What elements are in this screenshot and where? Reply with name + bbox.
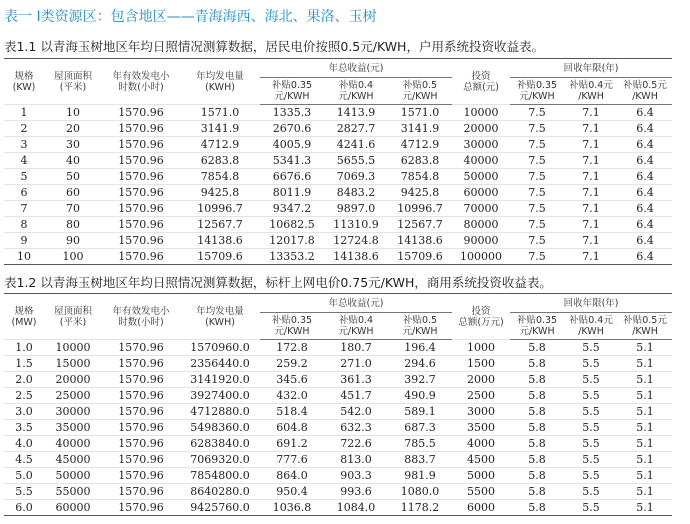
header-scale: 规格 (KW) <box>4 59 44 105</box>
table-cell: 9425.8 <box>180 185 260 201</box>
table-cell: 12724.8 <box>324 233 388 249</box>
table-cell: 15709.6 <box>180 249 260 265</box>
table-row <box>4 137 672 153</box>
table-cell: 5.0 <box>4 468 44 484</box>
table-cell: 90000 <box>452 233 510 249</box>
table-cell: 4005.9 <box>260 137 324 153</box>
table-cell: 60 <box>44 185 102 201</box>
table-cell: 5655.5 <box>324 153 388 169</box>
table-row <box>4 372 672 388</box>
header-payback-sub: 补贴0.5元 /KWH <box>618 313 672 340</box>
table-cell: 7.5 <box>510 217 564 233</box>
table-cell: 5.5 <box>564 356 618 372</box>
table1 <box>4 58 672 265</box>
table-cell: 6000 <box>452 500 510 516</box>
table-cell: 1570.96 <box>102 105 180 121</box>
table-cell: 691.2 <box>260 436 324 452</box>
table-cell: 6.4 <box>618 185 672 201</box>
table-cell: 777.6 <box>260 452 324 468</box>
table-cell: 50 <box>44 169 102 185</box>
table-cell: 589.1 <box>388 404 452 420</box>
table-cell: 10996.7 <box>388 201 452 217</box>
table-cell: 8483.2 <box>324 185 388 201</box>
table-cell: 361.3 <box>324 372 388 388</box>
table-cell: 30000 <box>452 137 510 153</box>
table-cell: 7854.8 <box>180 169 260 185</box>
table-cell: 5.5 <box>564 404 618 420</box>
table-cell: 15709.6 <box>388 249 452 265</box>
table-cell: 722.6 <box>324 436 388 452</box>
table-cell: 3141.9 <box>388 121 452 137</box>
table-cell: 4712.9 <box>180 137 260 153</box>
table-cell: 4500 <box>452 452 510 468</box>
table-cell: 7.5 <box>510 233 564 249</box>
table-cell: 3141.9 <box>180 121 260 137</box>
table-cell: 2500 <box>452 388 510 404</box>
table-cell: 20000 <box>44 372 102 388</box>
table-cell: 7.5 <box>510 153 564 169</box>
table-cell: 196.4 <box>388 340 452 356</box>
table-cell: 6.0 <box>4 500 44 516</box>
table-cell: 1 <box>4 105 44 121</box>
table-cell: 993.6 <box>324 484 388 500</box>
table-row <box>4 201 672 217</box>
table-cell: 3927400.0 <box>180 388 260 404</box>
table-cell: 10000 <box>44 340 102 356</box>
table-cell: 7.5 <box>510 249 564 265</box>
header-generation: 年均发电量 (KWH) <box>180 294 260 340</box>
table-cell: 6.4 <box>618 249 672 265</box>
table-cell: 1570.96 <box>102 404 180 420</box>
table-cell: 5341.3 <box>260 153 324 169</box>
table-cell: 10682.5 <box>260 217 324 233</box>
table-row <box>4 185 672 201</box>
table-cell: 4 <box>4 153 44 169</box>
header-payback-sub: 补贴0.5元 /KWH <box>618 78 672 105</box>
table-cell: 7069.3 <box>324 169 388 185</box>
table-cell: 950.4 <box>260 484 324 500</box>
table-cell: 35000 <box>44 420 102 436</box>
table-cell: 5.8 <box>510 452 564 468</box>
table-cell: 451.7 <box>324 388 388 404</box>
header-revenue-sub: 补贴0.35 元/KWH <box>260 313 324 340</box>
table-cell: 7.5 <box>510 185 564 201</box>
table-cell: 903.3 <box>324 468 388 484</box>
table-cell: 5.8 <box>510 484 564 500</box>
section-heading: 表一 Ⅰ类资源区：包含地区——青海海西、海北、果洛、玉树 <box>4 9 377 25</box>
table-cell: 5498360.0 <box>180 420 260 436</box>
table-cell: 5.5 <box>564 372 618 388</box>
table-cell: 7.5 <box>510 201 564 217</box>
table-cell: 7.1 <box>564 169 618 185</box>
table-row <box>4 436 672 452</box>
table-cell: 55000 <box>44 484 102 500</box>
table-cell: 25000 <box>44 388 102 404</box>
table-cell: 7.5 <box>510 121 564 137</box>
table-cell: 15000 <box>44 356 102 372</box>
table-cell: 294.6 <box>388 356 452 372</box>
table-cell: 1570.96 <box>102 153 180 169</box>
table-cell: 2670.6 <box>260 121 324 137</box>
table-cell: 5.8 <box>510 436 564 452</box>
table-cell: 687.3 <box>388 420 452 436</box>
table-cell: 45000 <box>44 452 102 468</box>
table-cell: 6.4 <box>618 137 672 153</box>
table-cell: 3.0 <box>4 404 44 420</box>
table-cell: 1570.96 <box>102 388 180 404</box>
table-cell: 5.5 <box>564 452 618 468</box>
table1-body <box>4 105 672 265</box>
table-row <box>4 404 672 420</box>
table-cell: 5.1 <box>618 388 672 404</box>
table-cell: 5.1 <box>618 484 672 500</box>
header-revenue-sub: 补贴0.4 元/KWH <box>324 78 388 105</box>
table-cell: 13353.2 <box>260 249 324 265</box>
table-cell: 5.8 <box>510 372 564 388</box>
header-revenue-group: 年总收益(元) <box>260 59 452 78</box>
table-cell: 490.9 <box>388 388 452 404</box>
table-cell: 883.7 <box>388 452 452 468</box>
table-cell: 1570.96 <box>102 233 180 249</box>
table-cell: 4.5 <box>4 452 44 468</box>
table-cell: 392.7 <box>388 372 452 388</box>
table-row <box>4 340 672 356</box>
table-cell: 7.1 <box>564 185 618 201</box>
header-revenue-sub: 补贴0.5 元/KWH <box>388 78 452 105</box>
table-cell: 12567.7 <box>180 217 260 233</box>
table-cell: 14138.6 <box>180 233 260 249</box>
table-cell: 100 <box>44 249 102 265</box>
table-cell: 8640280.0 <box>180 484 260 500</box>
table-cell: 60000 <box>452 185 510 201</box>
table-row <box>4 484 672 500</box>
table2 <box>4 293 672 516</box>
table-cell: 6.4 <box>618 217 672 233</box>
table-cell: 1570.96 <box>102 372 180 388</box>
table-cell: 259.2 <box>260 356 324 372</box>
table-cell: 5.8 <box>510 468 564 484</box>
table-row <box>4 420 672 436</box>
table-cell: 50000 <box>452 169 510 185</box>
header-roof-area: 屋顶面积 (平米) <box>44 294 102 340</box>
table-cell: 4712.9 <box>388 137 452 153</box>
table-cell: 4712880.0 <box>180 404 260 420</box>
table-cell: 432.0 <box>260 388 324 404</box>
table-cell: 1.5 <box>4 356 44 372</box>
table-row <box>4 452 672 468</box>
table-cell: 4241.6 <box>324 137 388 153</box>
table-cell: 6.4 <box>618 169 672 185</box>
table-cell: 345.6 <box>260 372 324 388</box>
table-cell: 1570.96 <box>102 121 180 137</box>
table-cell: 40 <box>44 153 102 169</box>
header-hours: 年有效发电小 时数(小时) <box>102 59 180 105</box>
header-payback-group: 回收年限(年) <box>510 294 672 313</box>
header-roof-area: 屋顶面积 (平米) <box>44 59 102 105</box>
table-row <box>4 217 672 233</box>
table-cell: 3500 <box>452 420 510 436</box>
table-cell: 1570.96 <box>102 340 180 356</box>
table-cell: 1571.0 <box>388 105 452 121</box>
header-payback-sub: 补贴0.4元 /KWH <box>564 313 618 340</box>
table-cell: 7854800.0 <box>180 468 260 484</box>
table-cell: 5.5 <box>564 388 618 404</box>
table-cell: 1570960.0 <box>180 340 260 356</box>
table-cell: 813.0 <box>324 452 388 468</box>
header-scale: 规格 (MW) <box>4 294 44 340</box>
table-cell: 1570.96 <box>102 169 180 185</box>
table-cell: 2 <box>4 121 44 137</box>
table-cell: 632.3 <box>324 420 388 436</box>
table-cell: 5 <box>4 169 44 185</box>
table-cell: 8 <box>4 217 44 233</box>
table-cell: 5.8 <box>510 420 564 436</box>
table-cell: 7854.8 <box>388 169 452 185</box>
table-cell: 1.0 <box>4 340 44 356</box>
table-cell: 604.8 <box>260 420 324 436</box>
table-row <box>4 105 672 121</box>
table-cell: 70000 <box>452 201 510 217</box>
table-cell: 6.4 <box>618 153 672 169</box>
table-cell: 6283.8 <box>388 153 452 169</box>
table-cell: 50000 <box>44 468 102 484</box>
table-cell: 864.0 <box>260 468 324 484</box>
table-cell: 2.5 <box>4 388 44 404</box>
table-cell: 7.1 <box>564 233 618 249</box>
table-cell: 1570.96 <box>102 436 180 452</box>
header-payback-sub: 补贴0.35 元/KWH <box>510 313 564 340</box>
table-cell: 3141920.0 <box>180 372 260 388</box>
table-cell: 70 <box>44 201 102 217</box>
table-cell: 7.1 <box>564 137 618 153</box>
table-cell: 7.1 <box>564 121 618 137</box>
table-cell: 6.4 <box>618 201 672 217</box>
table-cell: 6.4 <box>618 233 672 249</box>
table-cell: 80000 <box>452 217 510 233</box>
table-row <box>4 500 672 516</box>
table-cell: 5.8 <box>510 340 564 356</box>
header-revenue-group: 年总收益(元) <box>260 294 452 313</box>
table-cell: 12017.8 <box>260 233 324 249</box>
table-cell: 5.1 <box>618 452 672 468</box>
header-payback-sub: 补贴0.35 元/KWH <box>510 78 564 105</box>
table-cell: 14138.6 <box>324 249 388 265</box>
table-cell: 2000 <box>452 372 510 388</box>
table-cell: 40000 <box>452 153 510 169</box>
table-cell: 6283840.0 <box>180 436 260 452</box>
table-cell: 1080.0 <box>388 484 452 500</box>
table-cell: 14138.6 <box>388 233 452 249</box>
table-cell: 9425.8 <box>388 185 452 201</box>
table-cell: 2.0 <box>4 372 44 388</box>
table-cell: 1500 <box>452 356 510 372</box>
table-row <box>4 388 672 404</box>
table-cell: 6.4 <box>618 121 672 137</box>
table2-caption: 表1.2 以青海玉树地区年均日照情况测算数据，标杆上网电价0.75元/KWH，商用系统投资收益表。 <box>4 275 552 290</box>
table-cell: 271.0 <box>324 356 388 372</box>
table-cell: 1570.96 <box>102 484 180 500</box>
table-cell: 542.0 <box>324 404 388 420</box>
table-cell: 7.5 <box>510 169 564 185</box>
table-cell: 3000 <box>452 404 510 420</box>
table-cell: 9425760.0 <box>180 500 260 516</box>
table-cell: 100000 <box>452 249 510 265</box>
table-cell: 1178.2 <box>388 500 452 516</box>
table-cell: 5500 <box>452 484 510 500</box>
table-cell: 1571.0 <box>180 105 260 121</box>
table-row <box>4 233 672 249</box>
table-cell: 5.5 <box>564 340 618 356</box>
table-cell: 180.7 <box>324 340 388 356</box>
table-row <box>4 356 672 372</box>
table-cell: 10 <box>4 249 44 265</box>
table-cell: 10996.7 <box>180 201 260 217</box>
table-cell: 6283.8 <box>180 153 260 169</box>
table-cell: 1000 <box>452 340 510 356</box>
table-cell: 5.5 <box>564 420 618 436</box>
table-row <box>4 121 672 137</box>
table-cell: 1335.3 <box>260 105 324 121</box>
table-row <box>4 249 672 265</box>
table-cell: 6676.6 <box>260 169 324 185</box>
table-cell: 60000 <box>44 500 102 516</box>
table-cell: 7.5 <box>510 137 564 153</box>
table-cell: 1570.96 <box>102 468 180 484</box>
table-cell: 30000 <box>44 404 102 420</box>
table-cell: 7.5 <box>510 105 564 121</box>
header-generation: 年均发电量 (KWH) <box>180 59 260 105</box>
table-cell: 1570.96 <box>102 185 180 201</box>
table-cell: 4.0 <box>4 436 44 452</box>
table-cell: 5.8 <box>510 356 564 372</box>
table-cell: 981.9 <box>388 468 452 484</box>
table-cell: 5.1 <box>618 404 672 420</box>
table-row <box>4 468 672 484</box>
table-cell: 7.1 <box>564 249 618 265</box>
table-cell: 4000 <box>452 436 510 452</box>
table2-body <box>4 340 672 516</box>
table1-caption: 表1.1 以青海玉树地区年均日照情况测算数据，居民电价按照0.5元/KWH，户用系统投资收益表。 <box>4 39 544 54</box>
table-cell: 3.5 <box>4 420 44 436</box>
table-cell: 7.1 <box>564 153 618 169</box>
table-row <box>4 169 672 185</box>
table-cell: 7.1 <box>564 105 618 121</box>
table-cell: 10000 <box>452 105 510 121</box>
table-cell: 90 <box>44 233 102 249</box>
table-cell: 5.1 <box>618 420 672 436</box>
table-cell: 5.5 <box>4 484 44 500</box>
header-revenue-sub: 补贴0.35 元/KWH <box>260 78 324 105</box>
table-cell: 1570.96 <box>102 500 180 516</box>
table-cell: 1570.96 <box>102 452 180 468</box>
header-investment: 投资 总额(元) <box>452 59 510 105</box>
table-cell: 1570.96 <box>102 356 180 372</box>
table-cell: 1570.96 <box>102 137 180 153</box>
table-cell: 5.8 <box>510 404 564 420</box>
table-cell: 5.1 <box>618 500 672 516</box>
table-cell: 30 <box>44 137 102 153</box>
table-cell: 5000 <box>452 468 510 484</box>
header-investment: 投资 总额(万元) <box>452 294 510 340</box>
table-cell: 20 <box>44 121 102 137</box>
table-cell: 11310.9 <box>324 217 388 233</box>
table-cell: 10 <box>44 105 102 121</box>
header-payback-sub: 补贴0.4元 /KWH <box>564 78 618 105</box>
table-cell: 1570.96 <box>102 217 180 233</box>
table-cell: 9897.0 <box>324 201 388 217</box>
header-payback-group: 回收年限(年) <box>510 59 672 78</box>
table-cell: 5.1 <box>618 356 672 372</box>
table-cell: 172.8 <box>260 340 324 356</box>
table-cell: 1570.96 <box>102 201 180 217</box>
table-cell: 785.5 <box>388 436 452 452</box>
table-cell: 2356440.0 <box>180 356 260 372</box>
table-cell: 8011.9 <box>260 185 324 201</box>
header-revenue-sub: 补贴0.5 元/KWH <box>388 313 452 340</box>
table-cell: 80 <box>44 217 102 233</box>
table-row <box>4 153 672 169</box>
table-cell: 1084.0 <box>324 500 388 516</box>
table-cell: 5.5 <box>564 484 618 500</box>
table-cell: 5.1 <box>618 436 672 452</box>
table-cell: 1570.96 <box>102 249 180 265</box>
table-cell: 5.1 <box>618 468 672 484</box>
table-cell: 7.1 <box>564 201 618 217</box>
table-cell: 3 <box>4 137 44 153</box>
table-cell: 1036.8 <box>260 500 324 516</box>
table-cell: 5.5 <box>564 436 618 452</box>
table-cell: 5.5 <box>564 468 618 484</box>
header-revenue-sub: 补贴0.4 元/KWH <box>324 313 388 340</box>
table-cell: 5.5 <box>564 500 618 516</box>
table-cell: 2827.7 <box>324 121 388 137</box>
table-cell: 5.1 <box>618 340 672 356</box>
table-cell: 1413.9 <box>324 105 388 121</box>
table-cell: 6.4 <box>618 105 672 121</box>
table-cell: 7069320.0 <box>180 452 260 468</box>
table-cell: 7.1 <box>564 217 618 233</box>
table-cell: 12567.7 <box>388 217 452 233</box>
table-cell: 5.8 <box>510 500 564 516</box>
table-cell: 20000 <box>452 121 510 137</box>
table-cell: 9347.2 <box>260 201 324 217</box>
table-cell: 6 <box>4 185 44 201</box>
table-cell: 518.4 <box>260 404 324 420</box>
table-cell: 9 <box>4 233 44 249</box>
header-hours: 年有效发电小 时数(小时) <box>102 294 180 340</box>
table-cell: 7 <box>4 201 44 217</box>
table-cell: 5.8 <box>510 388 564 404</box>
table-cell: 40000 <box>44 436 102 452</box>
table-cell: 1570.96 <box>102 420 180 436</box>
table-cell: 5.1 <box>618 372 672 388</box>
